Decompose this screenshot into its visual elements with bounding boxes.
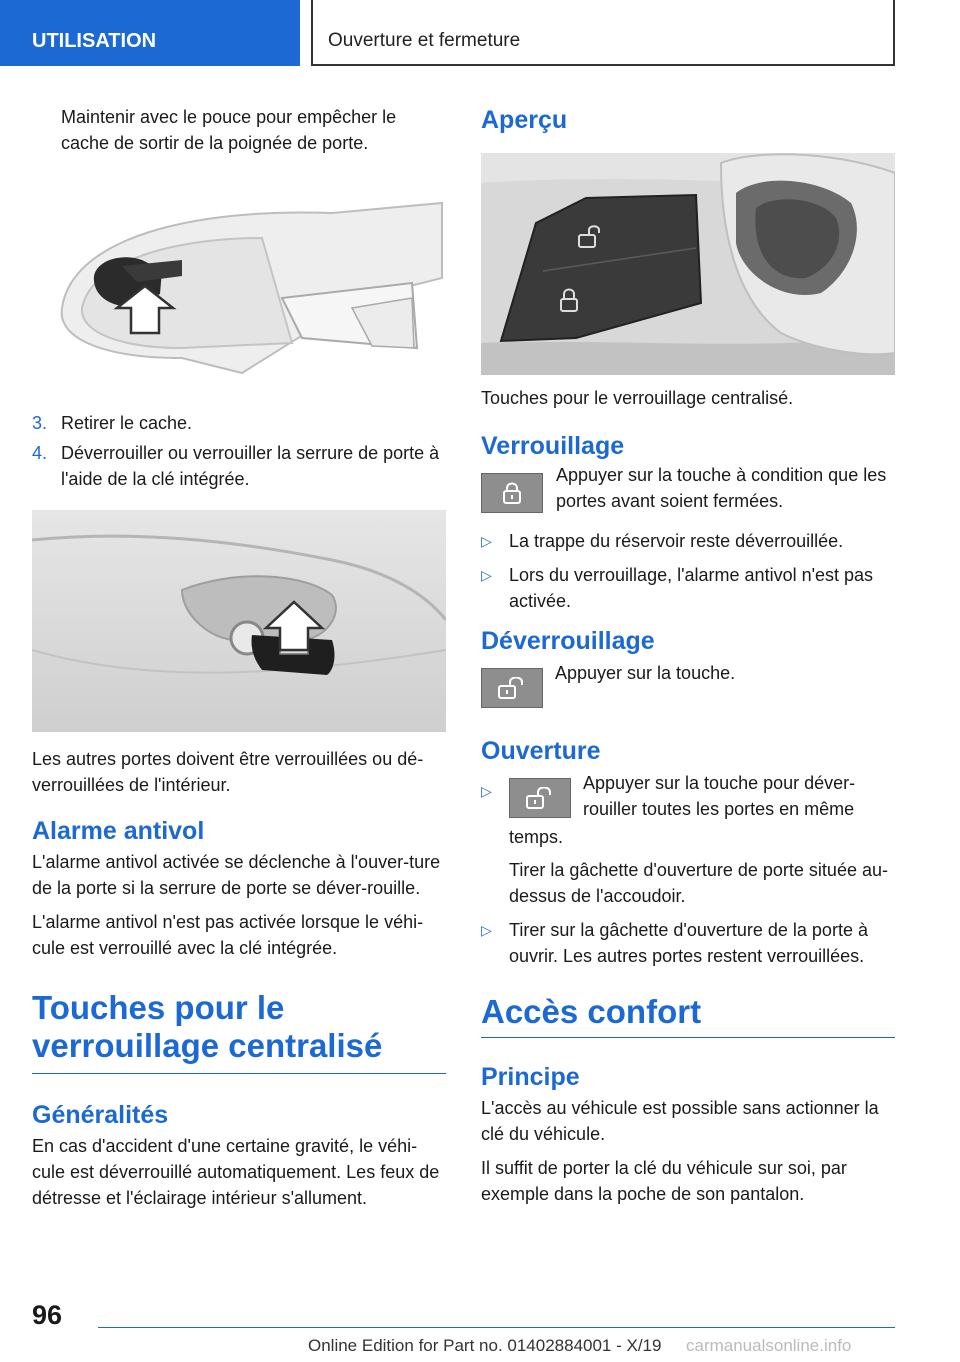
- locking-row: [481, 465, 895, 514]
- step-number: 3.: [32, 413, 48, 433]
- page-header: [0, 0, 960, 66]
- general-paragraph: En cas d'accident d'une certaine gravité, le véhi-cule est déverrouillé automatiquement. Les feux de détresse et l'éclairage intérieur s'allument.: [32, 1136, 440, 1208]
- lock-icon: [500, 482, 524, 504]
- door-lock-key-illustration: [32, 510, 446, 732]
- step-text: Retirer le cache.: [61, 413, 193, 433]
- general-heading: Généralités: [32, 1101, 169, 1129]
- section-tab: UTILISATION: [0, 0, 300, 66]
- triangle-bullet-icon: ▷: [481, 783, 492, 799]
- unlocking-text: Appuyer sur la touche.: [555, 663, 736, 683]
- list-item: [481, 917, 895, 969]
- unlock-button-icon: [481, 668, 543, 708]
- lock-button-icon: [481, 473, 543, 513]
- central-locking-buttons-photo: [481, 153, 895, 375]
- alarm-paragraph-2: L'alarme antivol n'est pas activée lorsque le véhi-cule est verrouillé avec la clé intégrée.: [32, 912, 424, 958]
- bullet-text: Lors du verrouillage, l'alarme antivol n'est pas activée.: [509, 565, 874, 611]
- triangle-bullet-icon: ▷: [481, 567, 492, 583]
- unlocking-row: [481, 663, 895, 708]
- heading-rule: [32, 1073, 446, 1074]
- bullet-text: Tirer sur la gâchette d'ouverture de la porte à ouvrir. Les autres portes restent verrouillées.: [509, 920, 868, 966]
- step-text: Déverrouiller ou verrouiller la serrure de porte à l'aide de la clé intégrée.: [61, 443, 440, 489]
- triangle-bullet-icon: ▷: [481, 533, 492, 549]
- locking-text: Appuyer sur la touche à condition que les portes avant soient fermées.: [556, 465, 887, 511]
- unlock-icon: [525, 787, 555, 809]
- overview-heading: Aperçu: [481, 106, 568, 134]
- opening-bullets: [481, 917, 895, 969]
- principle-paragraph-1: L'accès au véhicule est possible sans actionner la clé du véhicule.: [481, 1098, 879, 1144]
- opening-text-tail: temps.: [509, 827, 564, 847]
- alarm-heading: Alarme antivol: [32, 817, 205, 845]
- steps-list: [32, 410, 446, 492]
- edition-text: Online Edition for Part no. 01402884001 - X/19: [308, 1336, 662, 1355]
- central-locking-heading: [32, 989, 446, 1065]
- opening-row: [509, 773, 895, 822]
- locking-heading: Verrouillage: [481, 432, 625, 460]
- left-column: [32, 96, 446, 1211]
- comfort-access-heading: Accès confort: [481, 993, 702, 1030]
- watermark-link[interactable]: carmanualsonline.info: [686, 1336, 852, 1355]
- locking-bullets: [481, 528, 895, 614]
- heading-line-1: Touches pour le: [32, 989, 285, 1026]
- list-item: [481, 562, 895, 614]
- opening-extra: Tirer la gâchette d'ouverture de porte située au-dessus de l'accoudoir.: [509, 860, 888, 906]
- unlocking-heading: Déverrouillage: [481, 627, 655, 655]
- overview-caption: Touches pour le verrouillage centralisé.: [481, 388, 794, 408]
- step-number: 4.: [32, 443, 48, 463]
- door-handle-cover-illustration: [32, 198, 446, 388]
- list-item: [481, 528, 895, 554]
- unlock-icon: [497, 677, 527, 699]
- page-number: 96: [32, 1300, 63, 1330]
- unlock-button-icon: [509, 778, 571, 818]
- inside-lock-text: Les autres portes doivent être verrouillées ou dé-verrouillées de l'intérieur.: [32, 749, 424, 795]
- list-item: [32, 410, 446, 436]
- triangle-bullet-icon: ▷: [481, 922, 492, 938]
- list-item: [32, 440, 446, 492]
- principle-paragraph-2: Il suffit de porter la clé du véhicule sur soi, par exemple dans la poche de son pantalon.: [481, 1158, 847, 1204]
- right-column: [481, 96, 895, 1207]
- heading-line-2: verrouillage centralisé: [32, 1027, 383, 1064]
- opening-bullet-1: [481, 773, 895, 909]
- intro-text: Maintenir avec le pouce pour empêcher le cache de sortir de la poignée de porte.: [61, 107, 397, 153]
- principle-heading: Principe: [481, 1063, 580, 1091]
- chapter-title: Ouverture et fermeture: [311, 0, 895, 66]
- alarm-paragraph-1: L'alarme antivol activée se déclenche à l'ouver-ture de la porte si la serrure de porte se déver-rouille.: [32, 852, 441, 898]
- heading-rule: [481, 1037, 895, 1038]
- bullet-text: La trappe du réservoir reste déverrouillée.: [509, 531, 844, 551]
- footer-rule: [98, 1327, 895, 1328]
- opening-heading: Ouverture: [481, 737, 601, 765]
- opening-text: Appuyer sur la touche pour déver-rouiller toutes les portes en même: [583, 773, 856, 819]
